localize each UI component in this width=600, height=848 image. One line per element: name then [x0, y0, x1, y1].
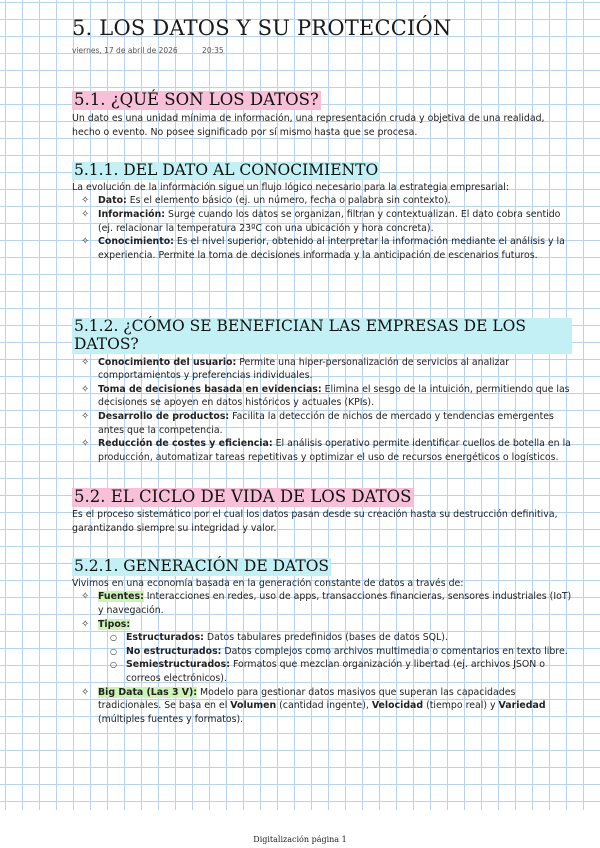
item-term: Semiestructurados: [126, 659, 230, 671]
section-text: Un dato es una unidad mínima de información, una representación cruda y objetiva de una realidad, hecho o evento. No posee significado por sí mismo hasta que se procesa. [72, 112, 545, 138]
list-item [78, 383, 572, 410]
generation-list [78, 590, 572, 726]
item-term: Fuentes: [98, 591, 144, 603]
item-text: Elimina el sesgo de la intuición, permitiendo que las decisiones se apoyen en datos históricos y actuales (KPIs). [98, 383, 570, 409]
item-text: Interacciones en redes, uso de apps, transacciones financieras, sensores industriales (IoT) y navegación. [98, 591, 572, 616]
list-item-fuentes [78, 590, 572, 617]
item-text: Es el elemento básico (ej. un número, fecha o palabra sin contexto). [126, 195, 451, 207]
item-text: Facilita la detección de nichos de mercado y tendencias emergentes antes que la competencia. [98, 411, 554, 436]
sub-list-item [108, 631, 572, 645]
list-item [78, 410, 572, 437]
item-term: Toma de decisiones basada en evidencias: [98, 383, 322, 395]
section-text: Es el proceso sistemático por el cual los datos pasan desde su creación hasta su destrucción definitiva, garantizando siempre su integridad y valor. [72, 508, 558, 534]
item-text: Datos tabulares predefinidos (bases de datos SQL). [203, 632, 448, 644]
section-intro: La evolución de la información sigue un flujo lógico necesario para la estrategia empresarial: [72, 181, 510, 193]
page-date: viernes, 17 de abril de 2026 [72, 46, 178, 55]
list-item-bigdata [78, 686, 572, 727]
item-term: Desarrollo de productos: [98, 411, 230, 422]
item-term: Dato: [98, 195, 127, 207]
page-time: 20:35 [202, 46, 224, 55]
velocidad-term: Velocidad [371, 700, 424, 712]
item-term: Reducción de costes y eficiencia: [98, 438, 273, 450]
list-item [78, 235, 572, 262]
page-title: 5. LOS DATOS Y SU PROTECCIÓN [72, 16, 452, 40]
item-term: Información: [98, 209, 166, 220]
section-heading: 5.1. ¿QUÉ SON LOS DATOS? [74, 90, 319, 109]
item-text: Es el nivel superior, obtenido al interpretar la información mediante el análisis y la experiencia. Permite la toma de decisiones informada y la anticipación de escenarios futuros. [98, 236, 565, 261]
item-term: Big Data (Las 3 V): [98, 686, 198, 698]
section-heading: 5.1.2. ¿CÓMO SE BENEFICIAN LAS EMPRESAS DE LOS DATOS? [72, 318, 572, 354]
section-5-1 [72, 90, 572, 139]
benefit-list [78, 356, 572, 465]
section-heading: 5.2.1. GENERACIÓN DE DATOS [74, 557, 330, 575]
list-item [78, 208, 572, 235]
item-text: Permite una hiper-personalización de servicios al analizar comportamientos y preferencias individuales. [98, 356, 510, 382]
item-term: Conocimiento: [98, 236, 174, 248]
variedad-term: Variedad [498, 700, 546, 712]
list-item-tipos [78, 618, 572, 686]
item-term: No estructurados: [126, 645, 222, 657]
concept-list [78, 194, 572, 262]
velocidad-text: (tiempo real) y [423, 700, 499, 712]
item-term: Estructurados: [126, 632, 204, 644]
item-text: El análisis operativo permite identificar cuellos de botella en la producción, automatizar tareas repetitivas y optimizar el uso de recursos energéticos o logísticos. [98, 438, 571, 463]
types-list [108, 631, 572, 685]
list-item [78, 194, 572, 208]
section-heading: 5.1.1. DEL DATO AL CONOCIMIENTO [74, 161, 379, 179]
section-intro: Vivimos en una economía basada en la generación constante de datos a través de: [72, 577, 464, 589]
item-text: Modelo para gestionar datos masivos que superan las capacidades tradicionales. Se basa en el [98, 686, 516, 712]
item-term: Conocimiento del usuario: [98, 356, 237, 368]
volumen-text: (cantidad ingente), [276, 700, 372, 712]
list-item [78, 437, 572, 464]
sub-list-item [108, 658, 572, 685]
item-text: Datos complejos como archivos multimedia o comentarios en texto libre. [221, 645, 568, 657]
page-footer: Digitalización página 1 [253, 835, 347, 844]
volumen-term: Volumen [230, 700, 277, 712]
list-item [78, 356, 572, 383]
variedad-text: (múltiples fuentes y formatos). [98, 713, 244, 725]
section-5-1-1 [72, 160, 572, 262]
section-heading: 5.2. EL CICLO DE VIDA DE LOS DATOS [74, 487, 412, 506]
page-timestamp [72, 46, 224, 55]
item-text: Formatos que mezclan organización y libertad (ej. archivos JSON o correos electrónicos). [126, 659, 545, 684]
item-term: Tipos: [98, 618, 131, 630]
item-text: Surge cuando los datos se organizan, filtran y contextualizan. El dato cobra sentido (ej. relacionar la temperatura 23ºC con una ubicación y hora concreta). [98, 209, 561, 234]
section-5-2 [72, 487, 572, 535]
section-5-2-1 [72, 556, 572, 726]
section-5-1-2 [72, 318, 572, 464]
sub-list-item [108, 645, 572, 659]
